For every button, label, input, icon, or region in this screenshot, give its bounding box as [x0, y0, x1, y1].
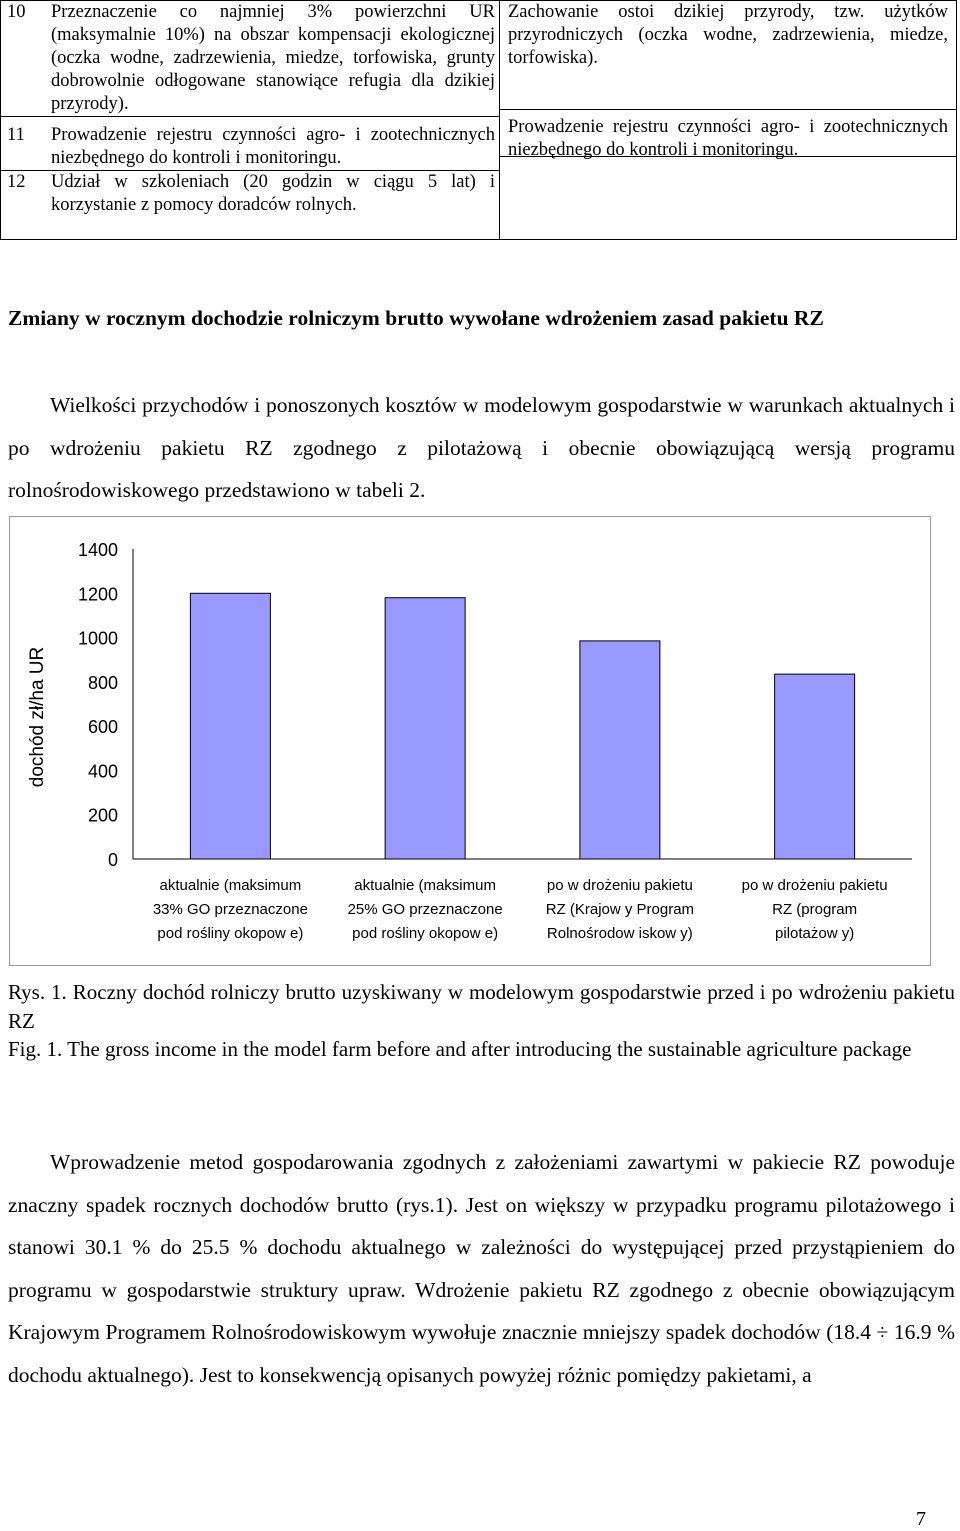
- figure-caption-polish: Rys. 1. Roczny dochód rolniczy brutto uzyskiwany w modelowym gospodarstwie przed i po wdrożeniu pakietu RZ: [8, 980, 955, 1033]
- y-tick-label: 600: [87, 717, 118, 738]
- row-text-left: Udział w szkoleniach (20 godzin w ciągu 5 lat) i korzystanie z pomocy doradców rolnych.: [51, 172, 495, 215]
- y-tick-label: 1000: [77, 628, 118, 649]
- row-number: 12: [7, 172, 26, 192]
- row-text-left: Przeznaczenie co najmniej 3% powierzchni UR (maksymalnie 10%) na obszar kompensacji ekologicznej (oczka wodne, zadrzewienia, miedze, torfowiska, grunty dobrowolnie odłogowane stanowiące refugia dla dzikiej przyrody).: [51, 2, 495, 114]
- x-tick-label: po w drożeniu pakietu RZ (program pilotażow y): [741, 877, 888, 942]
- row-number: 10: [7, 2, 26, 22]
- row-text-right: Prowadzenie rejestru czynności agro- i zootechnicznych niezbędnego do kontroli i monitoringu.: [508, 117, 948, 160]
- y-tick-label: 0: [107, 850, 118, 870]
- x-tick-label: aktualnie (maksimum 25% GO przeznaczone pod rośliny okopow e): [347, 877, 503, 942]
- row-text-left: Prowadzenie rejestru czynności agro- i zootechnicznych niezbędnego do kontroli i monitoringu.: [51, 125, 495, 168]
- page-number: 7: [916, 1508, 926, 1530]
- paragraph-results-text: Wprowadzenie metod gospodarowania zgodnych z założeniami zawartymi w pakiecie RZ powoduje znaczny spadek rocznych dochodów brutto (rys.1). Jest on większy w przypadku programu pilotażowego i stanowi 30.1 % do 25.5 % dochodu aktualnego w zależności do występującej przed przystąpieniem do programu w gospodarstwie struktury upraw. Wdrożenie pakietu RZ zgodnego z obecnie obowiązującym Krajowym Programem Rolnośrodowiskowym wywołuje znacznie mniejszy spadek dochodów (18.4 ÷ 16.9 % dochodu aktualnego). Jest to konsekwencją opisanych powyżej różnic pomiędzy pakietami, a: [8, 1150, 955, 1387]
- row-text-right: Zachowanie ostoi dzikiej przyrody, tzw. użytków przyrodniczych (oczka wodne, zadrzewienia, miedze, torfowiska).: [508, 2, 948, 68]
- chart-y-axis-label: dochód zł/ha UR: [27, 646, 48, 788]
- bar: [775, 674, 855, 859]
- y-tick-label: 200: [87, 805, 118, 826]
- paragraph-intro-text: Wielkości przychodów i ponoszonych kosztów w modelowym gospodarstwie w warunkach aktualnych i po wdrożeniu pakietu RZ zgodnego z pilotażową i obecnie obowiązującą wersją programu rolnośrodowiskowego przedstawiono w tabeli 2.: [8, 393, 955, 502]
- bar: [580, 641, 660, 859]
- row-number: 11: [7, 125, 25, 145]
- bar: [190, 593, 270, 859]
- y-tick-label: 1400: [77, 540, 118, 560]
- y-tick-label: 800: [87, 672, 118, 693]
- bar: [385, 598, 465, 859]
- x-tick-label: aktualnie (maksimum 33% GO przeznaczone pod rośliny okopow e): [152, 877, 308, 942]
- section-heading: Zmiany w rocznym dochodzie rolniczym brutto wywołane wdrożeniem zasad pakietu RZ: [8, 306, 824, 330]
- figure-caption-english: Fig. 1. The gross income in the model farm before and after introducing the sustainable agriculture package: [8, 1037, 912, 1061]
- paragraph-results: [8, 1141, 955, 1396]
- y-tick-label: 400: [87, 761, 118, 782]
- x-tick-label: po w drożeniu pakietu RZ (Krajow y Program Rolnośrodow iskow y): [545, 877, 695, 942]
- y-tick-label: 1200: [77, 584, 118, 605]
